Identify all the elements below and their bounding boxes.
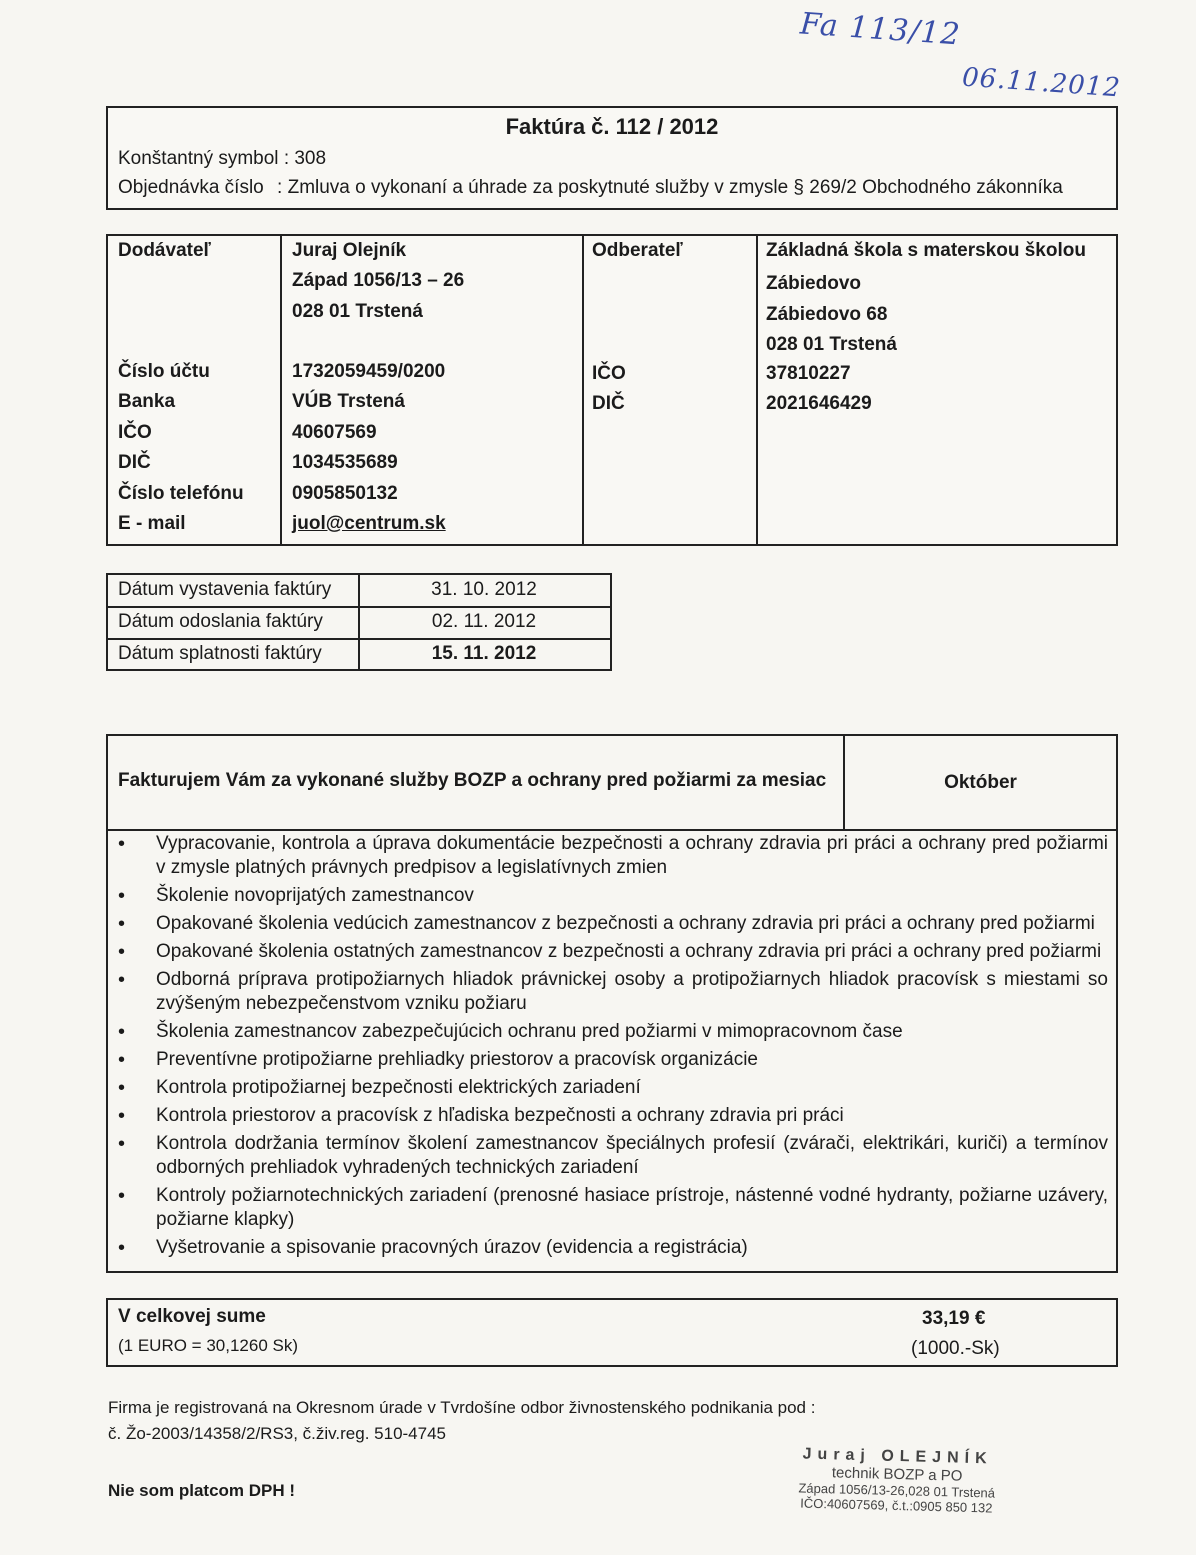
handwritten-reference: Fa 113/12 [798, 6, 962, 53]
date-row-due [108, 639, 610, 671]
customer-address1: Zábiedovo 68 [766, 304, 888, 325]
customer-name2: Zábiedovo [766, 273, 862, 294]
services-heading: Fakturujem Vám za vykonané služby BOZP a ochrany pred požiarmi za mesiac [118, 770, 827, 791]
service-item: • Opakované školenia vedúcich zamestnancov z bezpečnosti a ochrany zdravia pri práci a ochrany pred požiarmi [108, 912, 1108, 936]
account-label: Číslo účtu [118, 361, 210, 382]
customer-name1: Základná škola s materskou školou [766, 240, 1086, 261]
service-item: • Preventívne protipožiarne prehliadky priestorov a pracovísk organizácie [108, 1048, 1108, 1072]
phone-value: 0905850132 [292, 483, 398, 504]
date-row-issue [108, 575, 610, 607]
supplier-dic-label: DIČ [118, 452, 151, 473]
customer-address2: 028 01 Trstená [766, 334, 897, 355]
service-item: • Vypracovanie, kontrola a úprava dokumentácie bezpečnosti a ochrany zdravia pri práci a ochrany pred požiarmi v zmysle platných právnych predpisov a legislatívnych zmien [108, 832, 1108, 880]
services-month: Október [944, 772, 1017, 793]
supplier-name: Juraj Olejník [292, 240, 407, 261]
stamp-role: technik BOZP a PO [831, 1464, 963, 1485]
bank-label: Banka [118, 391, 176, 412]
bank-value: VÚB Trstená [292, 391, 405, 412]
customer-dic-value: 2021646429 [766, 393, 872, 414]
phone-label: Číslo telefónu [118, 483, 244, 504]
service-item: • Kontrola priestorov a pracovísk z hľadiska bezpečnosti a ochrany zdravia pri práci [108, 1104, 1108, 1128]
stamp-name: Juraj OLEJNÍK [802, 1445, 993, 1468]
dates-table [106, 573, 612, 671]
parties-table [106, 234, 1118, 546]
service-item: • Kontrola protipožiarnej bezpečnosti elektrických zariadení [108, 1076, 1108, 1100]
customer-dic-label: DIČ [592, 393, 625, 414]
date-row-sent [108, 607, 610, 639]
supplier-address1: Západ 1056/13 – 26 [292, 270, 465, 291]
services-table [106, 734, 1118, 1273]
total-label: V celkovej sume [118, 1306, 266, 1327]
invoice-title: Faktúra č. 112 / 2012 [505, 114, 719, 139]
customer-ico-label: IČO [592, 363, 626, 384]
service-item: • Opakované školenia ostatných zamestnancov z bezpečnosti a ochrany zdravia pri práci a ochrany pred požiarmi [108, 940, 1108, 964]
registration-line2: č. Žo-2003/14358/2/RS3, č.živ.reg. 510-4745 [108, 1424, 446, 1443]
sent-date-label: Dátum odoslania faktúry [118, 611, 323, 632]
issue-date-label: Dátum vystavenia faktúry [118, 579, 332, 600]
supplier-ico-label: IČO [118, 422, 152, 443]
handwritten-date: 06.11.2012 [961, 62, 1122, 104]
vat-note: Nie som platcom DPH ! [108, 1481, 296, 1500]
services-list [108, 832, 1108, 1264]
issue-date-value: 31. 10. 2012 [431, 579, 537, 600]
constant-symbol-label: Konštantný symbol [118, 148, 279, 169]
supplier-ico-value: 40607569 [292, 422, 377, 443]
customer-heading: Odberateľ [592, 240, 683, 261]
order-value: : Zmluva o vykonaní a úhrade za poskytnuté služby v zmysle § 269/2 Obchodného zákonníka [277, 177, 1063, 198]
service-item: • Odborná príprava protipožiarnych hliadok právnickej osoby a protipožiarnych hliadok pracovísk s miestami so zvýšeným nebezpečenstvom vzniku požiaru [108, 968, 1108, 1016]
supplier-address2: 028 01 Trstená [292, 301, 423, 322]
due-date-label: Dátum splatnosti faktúry [118, 643, 322, 664]
constant-symbol [118, 148, 326, 170]
stamp-ids: IČO:40607569, č.t.:0905 850 132 [800, 1495, 993, 1516]
service-item: • Školenie novoprijatých zamestnancov [108, 884, 1108, 908]
total-amount-sk: (1000.-Sk) [911, 1338, 1000, 1359]
email-label: E - mail [118, 513, 186, 534]
email-link[interactable]: juol@centrum.sk [292, 513, 446, 534]
due-date-value: 15. 11. 2012 [431, 643, 537, 664]
service-item: • Kontrola dodržania termínov školení zamestnancov špeciálnych profesií (zvárači, elektrikári, kuriči) a termínov odborných prehliadok vyhradených technických zariadení [108, 1132, 1108, 1180]
service-item: • Kontroly požiarnotechnických zariadení (prenosné hasiace prístroje, nástenné vodné hydranty, požiarne uzávery, požiarne klapky) [108, 1184, 1108, 1232]
service-item: • Vyšetrovanie a spisovanie pracovných úrazov (evidencia a registrácia) [108, 1236, 1108, 1260]
order-number [118, 177, 1063, 199]
account-value: 1732059459/0200 [292, 361, 446, 382]
supplier-dic-value: 1034535689 [292, 452, 398, 473]
company-stamp [771, 1445, 1023, 1517]
total-box [106, 1298, 1118, 1367]
order-label: Objednávka číslo [118, 177, 264, 198]
supplier-heading: Dodávateľ [118, 240, 211, 261]
customer-ico-value: 37810227 [766, 363, 851, 384]
sent-date-value: 02. 11. 2012 [431, 611, 537, 632]
registration-line1: Firma je registrovaná na Okresnom úrade v Tvrdošíne odbor živnostenského podnikania pod : [108, 1398, 816, 1417]
exchange-rate: (1 EURO = 30,1260 Sk) [118, 1336, 299, 1355]
service-item: • Školenia zamestnancov zabezpečujúcich ochranu pred požiarmi v mimopracovnom čase [108, 1020, 1108, 1044]
total-amount: 33,19 € [922, 1308, 986, 1329]
constant-symbol-value: : 308 [283, 148, 327, 169]
invoice-header [106, 106, 1118, 210]
stamp-address: Západ 1056/13-26,028 01 Trstená [798, 1480, 996, 1501]
